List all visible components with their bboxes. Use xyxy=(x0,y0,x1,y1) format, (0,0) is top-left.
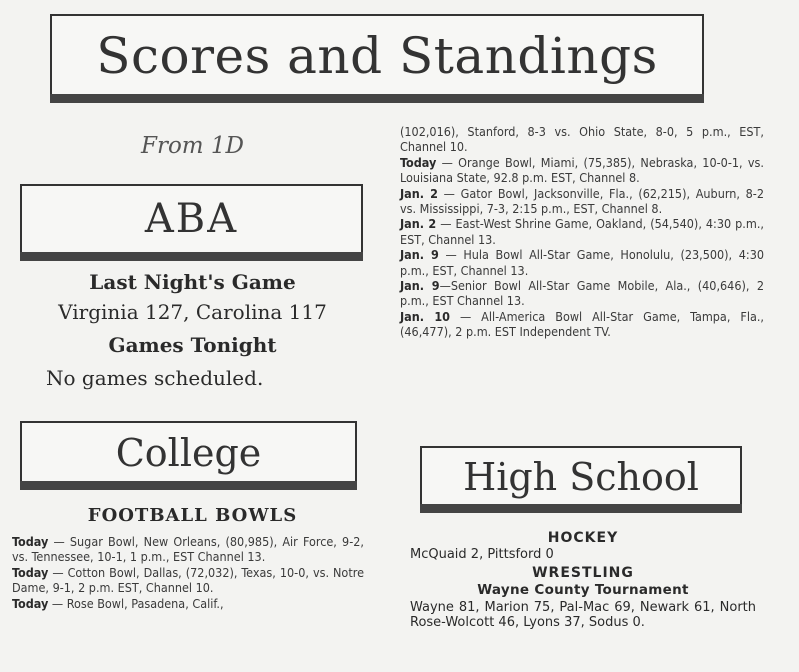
bowl-listing xyxy=(12,596,364,611)
bowl-details: — Sugar Bowl, New Orleans, (80,985), Air Force, 9-2, vs. Tennessee, 10-1, 1 p.m., EST Channel 13. xyxy=(12,534,364,565)
masthead-box xyxy=(50,14,704,94)
hockey-score: McQuaid 2, Pittsford 0 xyxy=(410,547,554,562)
bowl-date: Today xyxy=(12,564,49,580)
wrestling-heading: WRESTLING xyxy=(532,565,634,581)
bowl-listing xyxy=(400,124,764,155)
bowl-listing xyxy=(400,247,764,278)
bowl-date: Today xyxy=(12,595,49,611)
bowl-date: Jan. 9 xyxy=(400,278,440,294)
bowl-date: Today xyxy=(400,154,437,170)
bowl-list-right xyxy=(400,124,764,340)
aba-rule xyxy=(20,252,363,261)
football-bowls-heading: FOOTBALL BOWLS xyxy=(87,505,298,526)
bowl-listing xyxy=(12,565,364,596)
bowl-date: Today xyxy=(12,534,49,549)
high-school-section-box xyxy=(420,446,742,504)
bowl-details: — Orange Bowl, Miami, (75,385), Nebraska, 10-0-1, vs. Louisiana State, 92.8 p.m. EST, Channel 8. xyxy=(400,154,764,186)
bowl-date: Jan. 10 xyxy=(400,308,450,324)
bowl-details: — Gator Bowl, Jacksonville, Fla., (62,215), Auburn, 8-2 vs. Mississippi, 7-3, 2:15 p.m., EST, Channel 8. xyxy=(400,185,765,217)
games-tonight-heading: Games Tonight xyxy=(108,333,277,357)
bowl-details: — All-America Bowl All-Star Game, Tampa, Fla., (46,477), 2 p.m. EST Independent TV. xyxy=(400,308,764,340)
masthead-title: Scores and Standings xyxy=(96,27,658,85)
aba-section-title: ABA xyxy=(144,196,239,242)
bowl-date: Jan. 2 xyxy=(400,185,438,201)
bowl-list-left xyxy=(12,534,364,611)
bowl-date: Jan. 2 xyxy=(400,216,437,232)
high-school-rule xyxy=(420,504,742,513)
last-night-heading: Last Night's Game xyxy=(89,270,296,294)
hockey-heading: HOCKEY xyxy=(547,530,619,546)
bowl-listing xyxy=(400,278,764,309)
bowl-details: — East-West Shrine Game, Oakland, (54,540), 4:30 p.m., EST, Channel 13. xyxy=(400,216,764,247)
bowl-details: —Senior Bowl All-Star Game Mobile, Ala., (40,646), 2 p.m., EST Channel 13. xyxy=(400,278,764,309)
bowl-details: — Cotton Bowl, Dallas, (72,032), Texas, 10-0, vs. Notre Dame, 9-1, 2 p.m. EST, Channel 10. xyxy=(12,564,364,596)
wrestling-results: Wayne 81, Marion 75, Pal-Mac 69, Newark 61, North Rose-Wolcott 46, Lyons 37, Sodus 0. xyxy=(410,600,756,630)
aba-section-box xyxy=(20,184,363,252)
college-rule xyxy=(20,481,357,490)
college-section-title: College xyxy=(115,431,262,475)
college-section-box xyxy=(20,421,357,481)
bowl-listing xyxy=(400,155,764,186)
bowl-details: — Hula Bowl All-Star Game, Honolulu, (23,500), 4:30 p.m., EST, Channel 13. xyxy=(400,247,764,278)
bowl-listing xyxy=(12,534,364,565)
high-school-section-title: High School xyxy=(463,455,699,499)
bowl-listing xyxy=(400,309,764,340)
bowl-listing xyxy=(400,186,764,217)
bowl-date: Jan. 9 xyxy=(400,247,439,263)
masthead-rule xyxy=(50,94,704,103)
bowl-details: (102,016), Stanford, 8-3 vs. Ohio State, 8-0, 5 p.m., EST, Channel 10. xyxy=(400,124,764,155)
tournament-heading: Wayne County Tournament xyxy=(477,582,689,598)
bowl-details: — Rose Bowl, Pasadena, Calif., xyxy=(48,595,224,611)
continued-from-line: From 1D xyxy=(141,133,244,159)
aba-score-line: Virginia 127, Carolina 117 xyxy=(58,300,327,324)
bowl-listing xyxy=(400,216,764,247)
games-tonight-text: No games scheduled. xyxy=(46,366,264,390)
